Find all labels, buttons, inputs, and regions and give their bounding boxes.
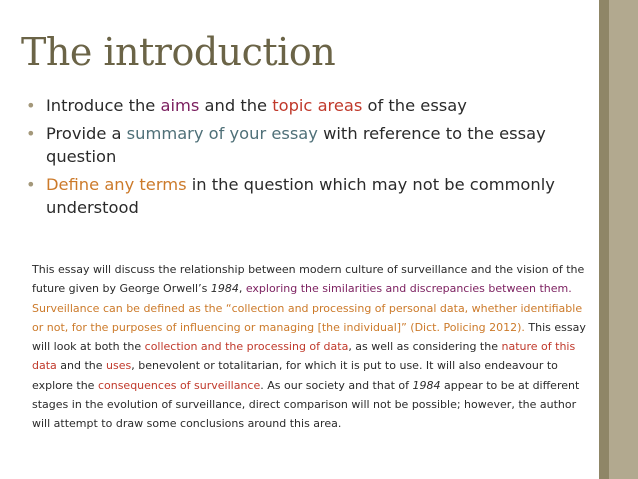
paragraph-text: This essay will discuss the relationship between modern culture of surveillance and the vision of the future given by George Orwell’s xyxy=(32,263,585,296)
highlight-aims-sentence: exploring the similarities and discrepancies between them. xyxy=(245,282,572,296)
paragraph-text: , benevolent or totalitarian, for which it is put to use. It will also endeavour to explore the xyxy=(32,359,558,392)
bullet-dot-icon: • xyxy=(26,124,36,143)
paragraph-text: This essay will look at both the xyxy=(32,320,586,354)
highlight-summary: summary of your essay xyxy=(126,124,318,143)
bullet-text: in the question which may not be commonly understood xyxy=(46,175,555,217)
paragraph-text: , xyxy=(238,282,246,296)
bullet-dot-icon: • xyxy=(26,96,36,115)
bullet-text: Provide a xyxy=(46,124,127,143)
highlight-topic-consequences: consequences of surveillance xyxy=(97,378,261,392)
highlight-topic-areas: topic areas xyxy=(272,96,363,115)
paragraph-text: and the xyxy=(56,359,107,373)
highlight-define-terms: Define any terms xyxy=(46,175,187,194)
highlight-aims: aims xyxy=(160,96,200,115)
book-title: 1984 xyxy=(412,378,441,392)
bullet-dot-icon: • xyxy=(26,175,36,194)
decorative-side-bar-accent xyxy=(599,0,609,479)
bullet-item-summary xyxy=(26,122,601,168)
bullet-text: Introduce the xyxy=(46,96,161,115)
paragraph-text: appear to be at different stages in the evolution of surveillance, direct comparison will not be possible; however, the author will attempt to draw some conclusions around this area. xyxy=(32,378,580,431)
highlight-topic-nature: nature of this data xyxy=(32,340,576,373)
slide-title: The introduction xyxy=(21,30,336,74)
paragraph-text: , as well as considering the xyxy=(348,340,502,354)
paragraph-text: . As our society and that of xyxy=(260,378,413,392)
bullet-list xyxy=(26,94,601,224)
example-paragraph xyxy=(32,260,592,434)
bullet-text: of the essay xyxy=(362,96,467,115)
highlight-topic-uses: uses xyxy=(106,359,132,373)
highlight-definition-sentence: Surveillance can be defined as the “collection and processing of personal data, whether identifiable or not, for the purposes of influencing or managing [the individual]” (Dict. Policing 2012). xyxy=(32,301,583,334)
bullet-text: and the xyxy=(199,96,273,115)
book-title: 1984 xyxy=(210,282,239,296)
highlight-topic-collection: collection and the processing of data xyxy=(144,340,349,354)
bullet-item-aims xyxy=(26,94,601,117)
bullet-item-define-terms xyxy=(26,173,601,219)
bullet-text: with reference to the essay question xyxy=(46,124,546,166)
